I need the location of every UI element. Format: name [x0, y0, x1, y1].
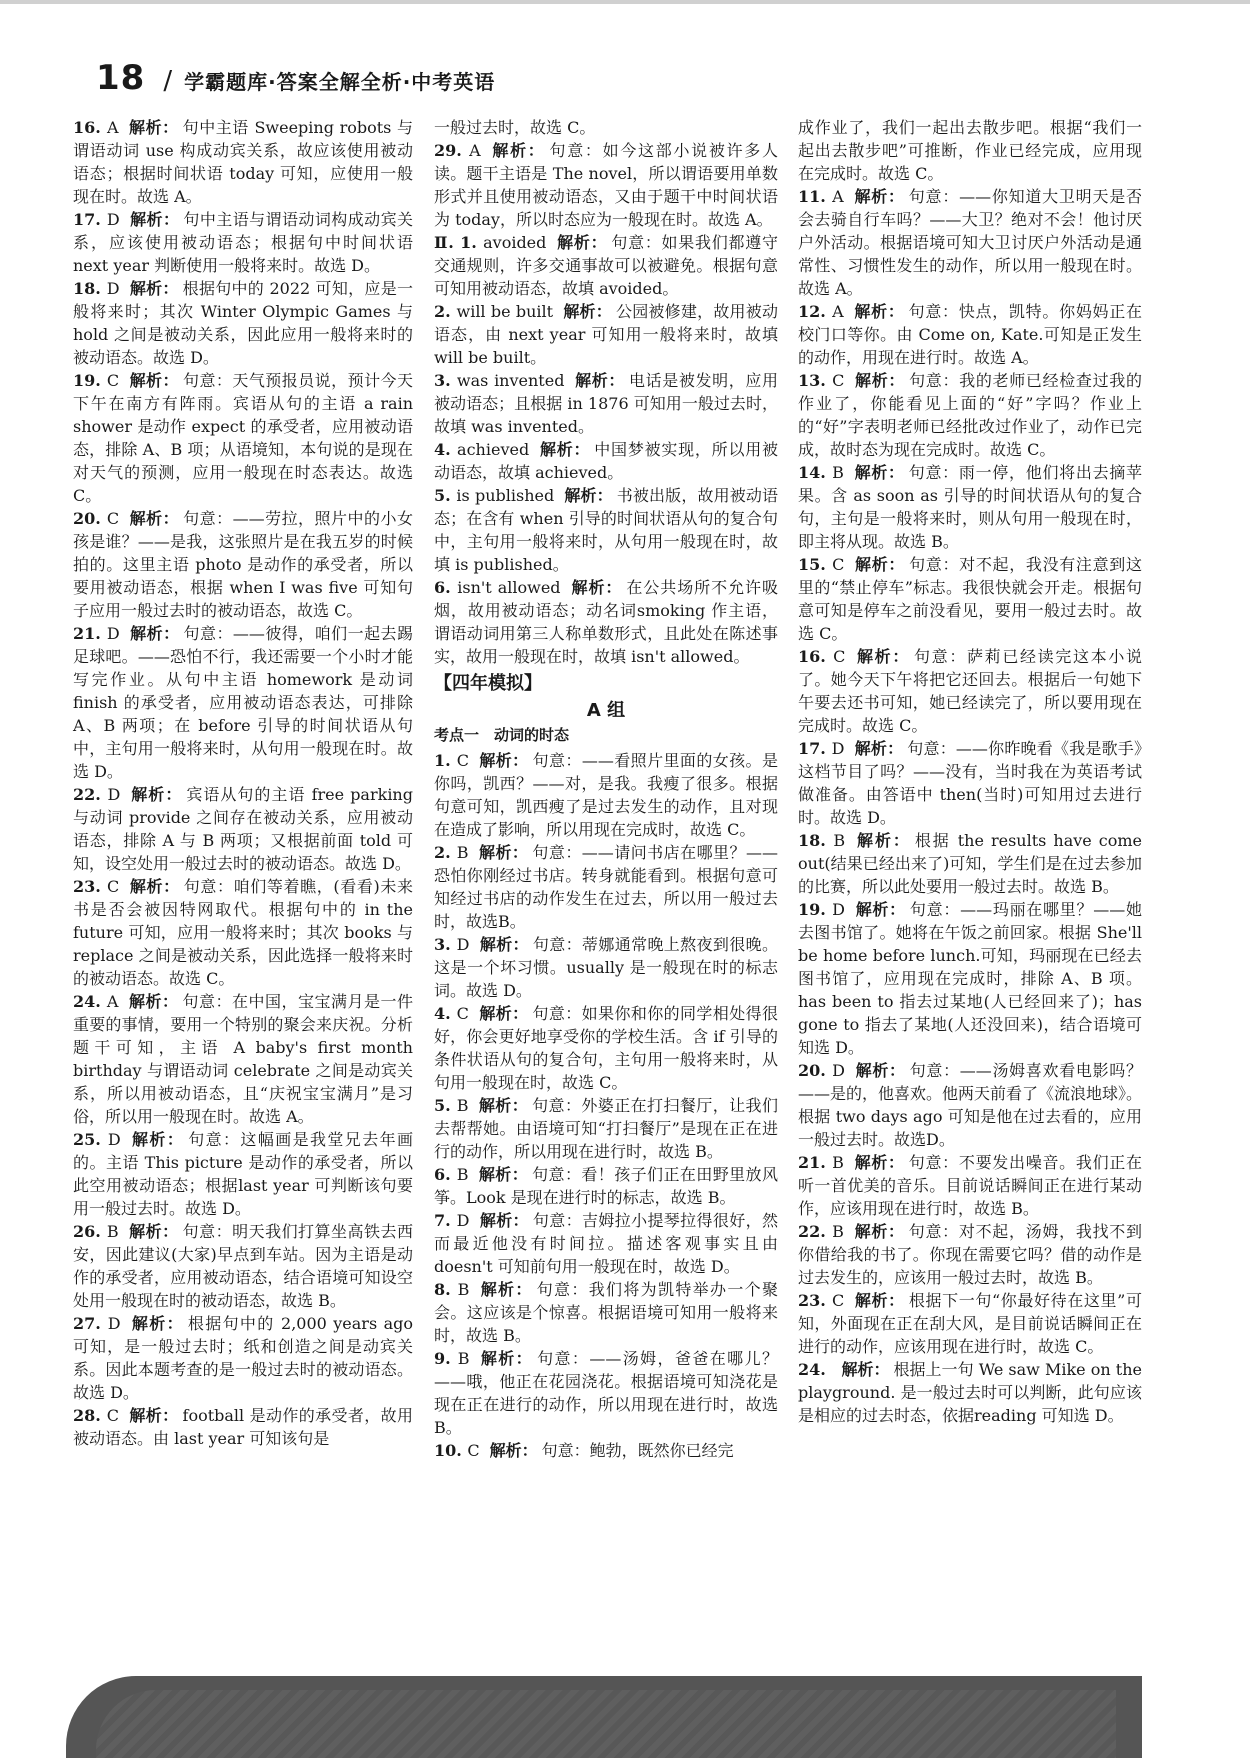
item-number: 17. — [798, 739, 832, 758]
item-number: 26. — [73, 1222, 107, 1241]
analysis-text: 宾语从句的主语 free parking 与动词 provide 之间存在被动关系，应用被动语态，排除 A 与 B 两项；又根据前面 told 可知，设空处用一般过去时的被动语态。故选 D。 — [73, 785, 413, 873]
answer-item — [798, 898, 1142, 1059]
item-number: 22. — [73, 785, 108, 804]
item-number: 21. — [73, 624, 107, 643]
analysis-label: 解析： — [479, 1280, 533, 1299]
analysis-text: 句意：天气预报员说，预计今天下午在南方有阵雨。宾语从句的主语 a rain shower 是动作 expect 的承受者，应用被动语态，排除 A、B 项；从语境知，本句说的是现在对天气的预测，应用一般现在时态表达。故选 C。 — [73, 371, 413, 505]
answer-item — [73, 208, 413, 277]
analysis-label: 解析： — [129, 1406, 179, 1425]
analysis-text: 句意：如今这部小说被许多人读。题干主语是 The novel，所以谓语要用单数形式并且使用被动语态，又由于题干中时间状语为 today，所以时态应为一般现在时。故选 A。 — [434, 141, 778, 229]
item-answer: A — [106, 118, 119, 137]
item-answer: B — [832, 463, 844, 482]
analysis-label: 解析： — [129, 509, 180, 528]
analysis-text: 句意：——你知道大卫明天是否会去骑自行车吗？——大卫？绝对不会！他讨厌户外活动。根据语境可知大卫讨厌户外活动是通常性、习惯性发生的动作，所以用一般现在时。故选 A。 — [798, 187, 1142, 298]
page-number: 18 — [96, 58, 146, 98]
analysis-label: 解析： — [478, 751, 529, 770]
item-number: 22. — [798, 1222, 833, 1241]
analysis-text: 根据句中的 2,000 years ago 可知，是一般过去时；纸和创造之间是动宾关系。因此本题考查的是一般过去时的被动语态。故选 D。 — [73, 1314, 413, 1402]
answer-item — [434, 369, 778, 438]
analysis-text: 根据下一句“你最好待在这里”可知，外面现在正在刮大风，是目前说话瞬间正在进行的动作，应该用现在进行时，故选 C。 — [798, 1291, 1142, 1356]
item-number: 21. — [798, 1153, 833, 1172]
item-number: 19. — [73, 371, 107, 390]
analysis-label: 解析： — [853, 187, 905, 206]
answer-item — [798, 300, 1142, 369]
analysis-label: 解析： — [479, 1211, 529, 1230]
item-answer: C — [832, 371, 845, 390]
answer-item — [434, 1439, 778, 1462]
analysis-label: 解析： — [129, 279, 179, 298]
analysis-text: 公园被修建，故用被动语态，由 next year 可知用一般将来时，故填 will be built。 — [434, 302, 778, 367]
analysis-text: 句意：雨一停，他们将出去摘苹果。含 as soon as 引导的时间状语从句的复合句，主句是一般将来时，则从句用一般现在时，即主将从现。故选 B。 — [798, 463, 1142, 551]
analysis-label: 解析： — [490, 141, 546, 160]
analysis-label: 解析： — [854, 739, 904, 758]
item-number: 13. — [798, 371, 833, 390]
item-number: 28. — [73, 1406, 107, 1425]
item-number: 4. — [434, 1004, 457, 1023]
analysis-label: 解析： — [478, 843, 529, 862]
item-number: 16. — [798, 647, 834, 666]
analysis-label: 解析： — [841, 1360, 890, 1379]
analysis-text: 句意：在中国，宝宝满月是一件重要的事情，要用一个特别的聚会来庆祝。分析题干可知，主语 A baby's first month birthday 与谓语动词 celebrate 之间是动宾关系，所以用被动语态，且“庆祝宝宝满月”是习俗，所以用一般现在时。故选 A。 — [73, 992, 413, 1126]
answer-item — [434, 1002, 778, 1094]
item-answer: B — [106, 1222, 119, 1241]
answer-item — [434, 300, 778, 369]
item-number: 1. — [434, 751, 457, 770]
answer-item — [798, 645, 1142, 737]
analysis-label: 解析： — [128, 992, 179, 1011]
answer-item — [73, 507, 413, 622]
item-number: 3. — [434, 371, 457, 390]
item-answer: isn't allowed — [457, 578, 561, 597]
analysis-label: 解析： — [854, 555, 906, 574]
item-number: 16. — [73, 118, 107, 137]
answer-item — [73, 277, 413, 369]
item-answer: A — [832, 302, 844, 321]
item-answer: D — [832, 900, 845, 919]
item-number: 25. — [73, 1130, 108, 1149]
answer-item — [434, 1347, 778, 1439]
analysis-text: 句意：外婆正在打扫餐厅，让我们去帮帮她。由语境可知“打扫餐厅”是现在正在进行的动作，所以用现在进行时，故选 B。 — [434, 1096, 778, 1161]
analysis-label: 解析： — [855, 831, 911, 850]
answer-item — [434, 933, 778, 1002]
item-answer: avoided — [483, 233, 547, 252]
analysis-text: 句意：鲍勃，既然你已经完 — [541, 1441, 734, 1460]
item-answer: C — [467, 1441, 480, 1460]
analysis-text: 根据上一句 We saw Mike on the playground. 是一般过去时可以判断，此句应该是相应的过去时态，依据reading 可知选 D。 — [798, 1360, 1142, 1425]
answer-item — [73, 369, 413, 507]
item-number: 15. — [798, 555, 833, 574]
answer-item — [73, 622, 413, 783]
item-answer: D — [106, 624, 120, 643]
analysis-text: 句中主语 Sweeping robots 与谓语动词 use 构成动宾关系，故应该使用被动语态；根据时间状语 today 可知，应使用一般现在时。故选 A。 — [73, 118, 413, 206]
analysis-text: 句意：——劳拉，照片中的小女孩是谁？——是我，这张照片是在我五岁的时候拍的。这里主语 photo 是动作的承受者，所以要用被动语态，根据 when I was five 可知句子应用一般过去时的被动语态，故选 C。 — [73, 509, 413, 620]
item-number: 18. — [798, 831, 834, 850]
item-number: 29. — [434, 141, 470, 160]
item-answer: B — [456, 1165, 469, 1184]
item-number: 14. — [798, 463, 833, 482]
item-number: 23. — [798, 1291, 833, 1310]
item-answer: B — [456, 843, 469, 862]
analysis-text: 电话是被发明，应用被动语态；且根据 in 1876 可知用一般过去时，故填 was invented。 — [434, 371, 778, 436]
analysis-label: 解析： — [854, 1061, 906, 1080]
column-2 — [434, 116, 778, 1462]
item-number: 7. — [434, 1211, 457, 1230]
answer-item — [434, 484, 778, 576]
item-answer: C — [832, 1291, 845, 1310]
answer-item — [73, 1312, 413, 1404]
item-answer: B — [833, 831, 846, 850]
answer-item — [73, 1404, 413, 1450]
analysis-label: 解析： — [479, 1349, 534, 1368]
analysis-text: 句意：蒂娜通常晚上熬夜到很晚。这是一个坏习惯。usually 是一般现在时的标志词。故选 D。 — [434, 935, 778, 1000]
top-rule — [0, 0, 1250, 4]
answer-item — [798, 737, 1142, 829]
item-answer: A — [106, 992, 119, 1011]
item-answer: D — [832, 1061, 845, 1080]
analysis-label: 解析： — [129, 210, 180, 229]
analysis-text: 句中主语与谓语动词构成动宾关系，应该使用被动语态；根据句中时间状语 next year 判断使用一般将来时。故选 D。 — [73, 210, 413, 275]
item-answer: C — [106, 371, 120, 390]
column-3 — [798, 116, 1142, 1427]
answer-item — [434, 438, 778, 484]
item-answer: B — [456, 1096, 469, 1115]
answer-item — [434, 231, 778, 300]
answer-item — [798, 553, 1142, 645]
item-answer: is published — [456, 486, 555, 505]
answer-item — [798, 1289, 1142, 1358]
answer-item — [434, 841, 778, 933]
analysis-text: 句意：这幅画是我堂兄去年画的。主语 This picture 是动作的承受者，所以此空用被动语态；根据last year 可判断该句要用一般过去时。故选 D。 — [73, 1130, 413, 1218]
analysis-label: 解析： — [854, 371, 906, 390]
item-answer: B — [832, 1153, 844, 1172]
answer-item — [73, 116, 413, 208]
analysis-label: 解析： — [478, 1096, 529, 1115]
analysis-label: 解析： — [489, 1441, 538, 1460]
answer-item — [434, 1163, 778, 1209]
analysis-text: 在公共场所不允许吸烟，故用被动语态；动名词smoking 作主语，谓语动词用第三人称单数形式，且此处在陈述事实，故用一般现在时，故填 isn't allowed。 — [434, 578, 778, 666]
item-answer: D — [106, 279, 120, 298]
analysis-text: 句意：看！孩子们正在田野里放风筝。Look 是现在进行时的标志，故选 B。 — [434, 1165, 778, 1207]
page-header — [96, 58, 495, 102]
analysis-text: 根据句中的 2022 可知，应是一般将来时；其次 Winter Olympic Games 与 hold 之间是被动关系，因此应用一般将来时的被动语态。故选 D。 — [73, 279, 413, 367]
analysis-label: 解析： — [570, 578, 623, 597]
item-number: 5. — [434, 486, 457, 505]
analysis-label: 解析： — [855, 647, 910, 666]
analysis-label: 解析： — [853, 463, 905, 482]
answer-item — [434, 576, 778, 668]
analysis-label: 解析： — [563, 302, 612, 321]
analysis-text: 根据 the results have come out(结果已经出来了)可知，学生们是在过去参加的比赛，所以此处要用一般过去时。故选 B。 — [798, 831, 1142, 896]
analysis-label: 解析： — [478, 1165, 529, 1184]
answer-item — [73, 990, 413, 1128]
item-answer: A — [832, 187, 844, 206]
item-answer: C — [456, 751, 469, 770]
answer-item — [798, 1358, 1142, 1427]
item-number: 17. — [73, 210, 107, 229]
item-number: 6. — [434, 578, 458, 597]
item-answer: B — [832, 1222, 844, 1241]
continued-text: 一般过去时，故选 C。 — [434, 118, 596, 137]
item-answer: will be built — [456, 302, 554, 321]
item-answer: C — [106, 1406, 120, 1425]
analysis-text: 句意：明天我们打算坐高铁去西安，因此建议(大家)早点到车站。因为主语是动作的承受者，应用被动语态，结合语境可知设空处用一般现在时的被动语态，故选 B。 — [73, 1222, 413, 1310]
item-number: 19. — [798, 900, 833, 919]
item-answer: C — [833, 647, 846, 666]
group-title: A 组 — [586, 700, 626, 721]
item-answer: D — [106, 210, 120, 229]
answer-item — [798, 1220, 1142, 1289]
answer-item — [434, 1278, 778, 1347]
item-answer: C — [456, 1004, 469, 1023]
item-answer: D — [456, 935, 470, 954]
answer-item — [73, 875, 413, 990]
analysis-text: 句意：对不起，我没有注意到这里的“禁止停车”标志。我很快就会开走。根据句意可知是停车之前没看见，要用一般过去时。故选 C。 — [798, 555, 1142, 643]
item-number: 20. — [798, 1061, 833, 1080]
analysis-label: 解析： — [556, 233, 608, 252]
item-answer: achieved — [457, 440, 530, 459]
analysis-text: 中国梦被实现，所以用被动语态，故填 achieved。 — [434, 440, 778, 482]
item-number: 20. — [73, 509, 107, 528]
item-answer: B — [457, 1280, 470, 1299]
analysis-text: 句意：对不起，汤姆，我找不到你借给我的书了。你现在需要它吗？借的动作是过去发生的，应该用一般过去时，故选 B。 — [798, 1222, 1142, 1287]
column-1 — [73, 116, 413, 1450]
item-number: 23. — [73, 877, 108, 896]
analysis-text: 句意：——彼得，咱们一起去踢足球吧。——恐怕不行，我还需要一个小时才能写完作业。从句中主语 homework 是动词 finish 的承受者，应用被动语态表达，可排除 A、B 两项；在 before 引导的时间状语从句中，主句用一般将来时，从句用一般现在时。故选 D。 — [73, 624, 413, 781]
continued-text: 成作业了，我们一起出去散步吧。根据“我们一起出去散步吧”可推断，作业已经完成，应用现在完成时。故选 C。 — [798, 118, 1142, 183]
analysis-text: 句意：——看照片里面的女孩。是你吗，凯西？——对，是我。我瘦了很多。根据句意可知，凯西瘦了是过去发生的动作，且对现在造成了影响，所以用现在完成时，故选 C。 — [434, 751, 778, 839]
point-title: 考点一 动词的时态 — [434, 726, 570, 744]
analysis-text: 句意：如果我们都遵守交通规则，许多交通事故可以被避免。根据句意可知用被动语态，故填 avoided。 — [434, 233, 778, 298]
item-number: 2. — [434, 843, 457, 862]
answer-item — [798, 829, 1142, 898]
item-answer: A — [469, 141, 481, 160]
item-number: 24. — [798, 1360, 832, 1379]
item-answer: C — [107, 877, 120, 896]
item-number: 9. — [434, 1349, 458, 1368]
answer-item — [73, 1220, 413, 1312]
item-answer: B — [457, 1349, 470, 1368]
answer-item — [798, 1059, 1142, 1151]
header-slash: / — [163, 66, 173, 96]
analysis-label: 解析： — [479, 935, 529, 954]
item-answer: C — [106, 509, 120, 528]
analysis-text: 句意：吉姆拉小提琴拉得很好，然而最近他没有时间拉。描述客观事实且由 doesn't 可知前句用一般现在时，故选 D。 — [434, 1211, 778, 1276]
item-answer: was invented — [456, 371, 565, 390]
answer-item — [73, 1128, 413, 1220]
item-number: 8. — [434, 1280, 458, 1299]
item-number: 2. — [434, 302, 457, 321]
book-title: 学霸题库·答案全解全析·中考英语 — [184, 70, 496, 94]
answer-item — [434, 139, 778, 231]
item-number: 18. — [73, 279, 107, 298]
analysis-text: 书被出版，故用被动语态；在含有 when 引导的时间状语从句的复合句中，主句用一般将来时，从句用一般现在时，故填 is published。 — [434, 486, 778, 574]
item-number: 24. — [73, 992, 107, 1011]
answer-item — [73, 783, 413, 875]
analysis-label: 解析： — [130, 1130, 185, 1149]
analysis-label: 解析： — [854, 900, 906, 919]
item-number: 3. — [434, 935, 457, 954]
analysis-text: 句意：我们将为凯特举办一个聚会。这应该是个惊喜。根据语境可知用一般将来时，故选 B。 — [434, 1280, 778, 1345]
analysis-text: 句意：——你昨晚看《我是歌手》这档节目了吗？——没有，当时我在为英语考试做准备。由答语中 then(当时)可知用过去进行时。故选 D。 — [798, 739, 1142, 827]
analysis-text: 句意：——请问书店在哪里？——恐怕你刚经过书店。转身就能看到。根据句意可知经过书店的动作发生在过去，所以用一般过去时，故选B。 — [434, 843, 778, 931]
analysis-label: 解析： — [130, 1314, 184, 1333]
item-number: 12. — [798, 302, 833, 321]
item-number: 4. — [434, 440, 458, 459]
answer-item — [434, 749, 778, 841]
analysis-label: 解析： — [853, 1153, 905, 1172]
analysis-label: 解析： — [539, 440, 591, 459]
analysis-label: 解析： — [129, 624, 180, 643]
analysis-text: 句意：——汤姆，爸爸在哪儿？——哦，他正在花园浇花。根据语境可知浇花是现在正在进行的动作，所以用现在进行时，故选 B。 — [434, 1349, 778, 1437]
analysis-label: 解析： — [853, 1222, 905, 1241]
analysis-label: 解析： — [128, 118, 179, 137]
item-number: 10. — [434, 1441, 468, 1460]
analysis-text: 句意：我的老师已经检查过我的作业了，你能看见上面的“好”字吗？作业上的“好”字表明老师已经批改过作业了，动作已完成，故时态为现在完成时。故选 C。 — [798, 371, 1142, 459]
answer-item — [434, 1094, 778, 1163]
answer-item — [798, 185, 1142, 300]
analysis-label: 解析： — [854, 1291, 905, 1310]
analysis-text: 句意：如果你和你的同学相处得很好，你会更好地享受你的学校生活。含 if 引导的条件状语从句的复合句，主句用一般将来时，从句用一般现在时，故选 C。 — [434, 1004, 778, 1092]
analysis-text: 句意：萨莉已经读完这本小说了。她今天下午将把它还回去。根据后一句她下午要去还书可知，她已经读完了，所以要用现在完成时。故选 C。 — [798, 647, 1142, 735]
answer-item — [798, 461, 1142, 553]
analysis-label: 解析： — [574, 371, 625, 390]
item-number: 6. — [434, 1165, 457, 1184]
analysis-text: football 是动作的承受者，故用被动语态。由 last year 可知该句是 — [73, 1406, 413, 1448]
analysis-label: 解析： — [128, 1222, 179, 1241]
analysis-text: 句意：快点，凯特。你妈妈正在校门口等你。由 Come on, Kate.可知是正发生的动作，用现在进行时。故选 A。 — [798, 302, 1142, 367]
item-answer: D — [107, 1314, 121, 1333]
answer-item — [434, 1209, 778, 1278]
answer-item — [798, 369, 1142, 461]
analysis-label: 解析： — [129, 371, 179, 390]
item-number: 5. — [434, 1096, 457, 1115]
answer-item — [798, 1151, 1142, 1220]
analysis-label: 解析： — [478, 1004, 529, 1023]
analysis-label: 解析： — [564, 486, 613, 505]
item-answer: D — [456, 1211, 470, 1230]
section-title: 【四年模拟】 — [434, 673, 542, 694]
item-answer: D — [831, 739, 845, 758]
item-answer: D — [107, 1130, 121, 1149]
item-number: 11. — [798, 187, 833, 206]
analysis-label: 解析： — [853, 302, 905, 321]
item-number: Ⅱ. 1. — [434, 233, 484, 252]
analysis-text: 句意：咱们等着瞧，(看看)未来书是否会被因特网取代。根据句中的 in the future 可知，应用一般将来时；其次 books 与 replace 之间是被动关系，因此选择一般将来时的被动语态。故选 C。 — [73, 877, 413, 988]
item-number: 27. — [73, 1314, 108, 1333]
analysis-label: 解析： — [130, 785, 183, 804]
analysis-label: 解析： — [129, 877, 180, 896]
footer-pattern — [96, 1690, 1116, 1758]
analysis-text: 句意：——玛丽在哪里？——她去图书馆了。她将在午饭之前回家。根据 She'll be home before lunch.可知，玛丽现在已经去图书馆了，应用现在完成时，排除 A、B 项。has been to 指去过某地(人已经回来了)；has gone to 指去了某地(人还没回来)，结合语境可知选 D。 — [798, 900, 1142, 1057]
analysis-text: 句意：不要发出噪音。我们正在听一首优美的音乐。目前说话瞬间正在进行某动作，应该用现在进行时，故选 B。 — [798, 1153, 1142, 1218]
item-answer: C — [832, 555, 845, 574]
analysis-text: 句意：——汤姆喜欢看电影吗？——是的，他喜欢。他两天前看了《流浪地球》。根据 two days ago 可知是他在过去看的，应用一般过去时。故选D。 — [798, 1061, 1143, 1149]
item-answer: D — [107, 785, 121, 804]
